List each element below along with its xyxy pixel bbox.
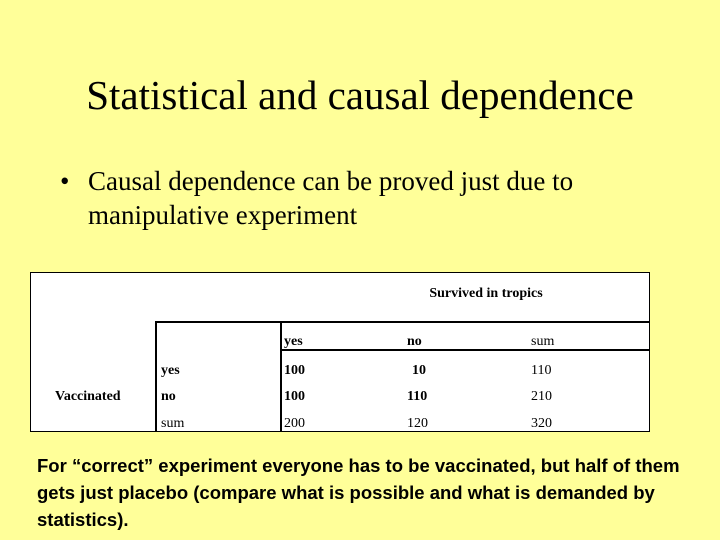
table-cell: 110 [531, 363, 552, 378]
table-cell: 100 [284, 389, 305, 404]
table-rule-columns [280, 349, 649, 351]
column-header-sum: sum [531, 334, 555, 349]
row-group-header: Vaccinated [55, 389, 121, 404]
column-header-yes: yes [284, 334, 303, 349]
slide-title: Statistical and causal dependence [86, 72, 634, 118]
column-group-header: Survived in tropics [429, 286, 543, 301]
row-label-no: no [161, 389, 176, 404]
table-rule-values [280, 321, 282, 431]
footnote-text: For “correct” experiment everyone has to be vaccinated, but half of them gets just placebo (compare what is possible and what is demanded by statistics). [37, 455, 680, 530]
row-label-sum: sum [161, 416, 185, 431]
bullet-text: Causal dependence can be proved just due to manipulative experiment [88, 166, 574, 230]
table-cell: 200 [284, 416, 305, 431]
table-cell: 320 [531, 416, 552, 431]
table-cell: 10 [412, 363, 426, 378]
bullet-symbol: • [60, 166, 70, 196]
table-rule-header [155, 321, 649, 323]
table-cell: 210 [531, 389, 552, 404]
table-cell: 100 [284, 363, 305, 378]
column-header-no: no [407, 334, 422, 349]
table-cell: 120 [407, 416, 428, 431]
table-rule-row-labels [155, 321, 157, 431]
contingency-table [30, 272, 650, 432]
row-label-yes: yes [161, 363, 180, 378]
table-cell: 110 [407, 389, 428, 404]
